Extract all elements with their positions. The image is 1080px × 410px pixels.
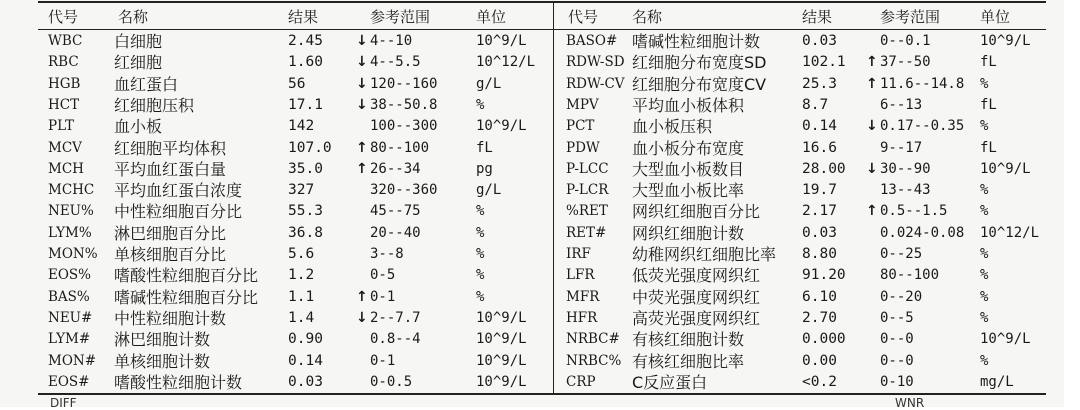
test-name: 白细胞 — [114, 32, 163, 51]
test-name: 红细胞分布宽度CV — [632, 74, 767, 94]
result-value: 107.0 — [288, 139, 332, 156]
unit: % — [980, 75, 989, 92]
table-top-rule — [38, 1, 1046, 3]
unit: fL — [476, 139, 493, 156]
reference-range: 13--43 — [880, 182, 931, 199]
test-name: 大型血小板数目 — [632, 159, 745, 179]
result-value: 2.17 — [802, 203, 837, 220]
table-row — [38, 265, 553, 286]
test-code: NEU% — [48, 203, 94, 220]
test-code: LFR — [566, 267, 595, 284]
abnormal-flag: ↑ — [866, 75, 878, 92]
table-row — [38, 74, 553, 95]
test-code: NRBC% — [566, 352, 622, 369]
table-row — [560, 351, 1050, 372]
header-name: 名称 — [632, 8, 663, 26]
reference-range: 20--40 — [370, 224, 421, 241]
test-name: 中性粒细胞计数 — [114, 308, 227, 328]
table-row — [560, 265, 1050, 286]
unit: 10^9/L — [476, 331, 527, 348]
reference-range: 0--0.1 — [880, 33, 931, 49]
test-name: 幼稚网织红细胞比率 — [632, 245, 777, 264]
header-unit: 单位 — [980, 8, 1011, 26]
unit: % — [476, 267, 485, 284]
test-name: 血小板分布宽度 — [632, 138, 745, 158]
test-code: P-LCC — [566, 160, 609, 177]
unit: % — [476, 246, 485, 262]
reference-range: 100--300 — [370, 118, 438, 135]
test-code: RDW-CV — [566, 75, 625, 92]
unit: fL — [980, 139, 997, 156]
unit: % — [476, 224, 485, 241]
result-value: 8.7 — [802, 96, 829, 113]
test-name: 淋巴细胞计数 — [114, 330, 211, 350]
result-value: 0.14 — [288, 352, 323, 369]
test-name: 中荧光强度网织红 — [632, 287, 761, 307]
test-name: 平均血小板体积 — [632, 95, 745, 115]
test-code: MPV — [566, 96, 599, 113]
table-row — [38, 116, 553, 137]
table-row — [38, 372, 553, 393]
result-value: 56 — [288, 75, 306, 92]
test-name: 嗜酸性粒细胞计数 — [114, 372, 243, 392]
result-value: 0.000 — [802, 331, 846, 348]
test-name: 中性粒细胞百分比 — [114, 202, 243, 222]
test-code: MCV — [48, 139, 82, 156]
abnormal-flag: ↓ — [866, 118, 878, 135]
reference-range: 11.6--14.8 — [880, 75, 965, 92]
table-row — [560, 74, 1050, 95]
unit: mg/L — [980, 373, 1014, 390]
test-code: MCH — [48, 160, 84, 177]
reference-range: 0-1 — [370, 352, 396, 369]
table-row — [560, 244, 1050, 265]
reference-range: 37--50 — [880, 54, 931, 71]
table-row — [560, 329, 1050, 350]
header-code: 代号 — [568, 8, 599, 26]
unit: 10^12/L — [476, 54, 536, 71]
table-row — [38, 180, 553, 201]
abnormal-flag: ↓ — [356, 54, 368, 71]
test-name: 有核红细胞计数 — [632, 330, 745, 350]
test-code: PLT — [48, 118, 74, 135]
footer-label-left: DIFF — [50, 396, 77, 410]
table-row — [560, 180, 1050, 201]
abnormal-flag: ↑ — [866, 54, 878, 71]
abnormal-flag: ↑ — [866, 203, 878, 220]
table-row — [38, 244, 553, 265]
result-value: 0.03 — [288, 373, 323, 390]
result-value: 19.7 — [802, 182, 837, 199]
reference-range: 0--0 — [880, 352, 914, 369]
result-value: <0.2 — [802, 373, 837, 390]
test-name: 血红蛋白 — [114, 74, 179, 94]
unit: % — [980, 267, 989, 284]
unit: % — [980, 288, 989, 305]
result-value: 1.1 — [288, 288, 315, 305]
reference-range: 9--17 — [880, 139, 923, 156]
test-name: 嗜酸性粒细胞百分比 — [114, 266, 259, 286]
unit: 10^9/L — [980, 331, 1031, 348]
reference-range: 0.024-0.08 — [880, 224, 965, 241]
unit: 10^9/L — [980, 33, 1031, 49]
abnormal-flag: ↑ — [356, 160, 368, 177]
test-name: 网织红细胞计数 — [632, 223, 745, 243]
result-value: 0.03 — [802, 33, 837, 49]
reference-range: 80--100 — [880, 267, 940, 284]
reference-range: 0-5 — [370, 267, 396, 284]
result-value: 28.00 — [802, 160, 846, 177]
test-code: NRBC# — [566, 331, 620, 348]
unit: g/L — [476, 75, 502, 92]
test-name: 有核红细胞比率 — [632, 351, 745, 371]
header-unit: 单位 — [476, 8, 507, 26]
test-name: 红细胞压积 — [114, 95, 195, 115]
test-name: 低荧光强度网织红 — [632, 266, 761, 286]
table-row — [560, 31, 1050, 52]
test-name: 单核细胞计数 — [114, 351, 211, 371]
table-row — [38, 287, 553, 308]
result-value: 36.8 — [288, 224, 323, 241]
test-code: EOS# — [48, 373, 90, 390]
result-value: 0.03 — [802, 224, 837, 241]
test-code: RET# — [566, 224, 607, 241]
reference-range: 0--20 — [880, 288, 923, 305]
table-row — [38, 308, 553, 329]
table-row — [38, 31, 553, 52]
test-name: 大型血小板比率 — [632, 181, 745, 201]
table-row — [38, 351, 553, 372]
test-code: WBC — [48, 33, 83, 49]
result-value: 327 — [288, 182, 315, 199]
header-rule — [38, 29, 1046, 30]
unit: fL — [980, 54, 997, 71]
test-code: BASO# — [566, 33, 618, 49]
test-name: 嗜碱性粒细胞百分比 — [114, 287, 259, 307]
table-row — [560, 138, 1050, 159]
test-code: LYM# — [48, 331, 91, 348]
unit: fL — [980, 96, 997, 113]
test-name: 网织红细胞百分比 — [632, 202, 761, 222]
result-value: 0.14 — [802, 118, 837, 135]
reference-range: 3--8 — [370, 246, 404, 262]
test-code: EOS% — [48, 267, 91, 284]
unit: % — [476, 96, 485, 113]
reference-range: 0.8--4 — [370, 331, 421, 348]
table-row — [38, 95, 553, 116]
table-row — [560, 95, 1050, 116]
header-ref-range: 参考范围 — [880, 8, 941, 26]
table-row — [560, 116, 1050, 137]
test-name: 血小板压积 — [632, 117, 713, 137]
reference-range: 30--90 — [880, 160, 931, 177]
test-code: MON% — [48, 246, 98, 262]
result-value: 2.70 — [802, 309, 837, 326]
result-value: 55.3 — [288, 203, 323, 220]
header-result: 结果 — [288, 8, 319, 26]
test-name: 平均血红蛋白量 — [114, 159, 227, 179]
header-ref-range: 参考范围 — [370, 8, 431, 26]
test-code: BAS% — [48, 288, 90, 305]
result-value: 91.20 — [802, 267, 846, 284]
test-code: PDW — [566, 139, 600, 156]
unit: 10^9/L — [476, 373, 527, 390]
unit: % — [980, 182, 989, 199]
result-value: 35.0 — [288, 160, 323, 177]
table-row — [38, 52, 553, 73]
result-value: 17.1 — [288, 96, 323, 113]
test-name: 嗜碱性粒细胞计数 — [632, 32, 761, 51]
table-row — [560, 159, 1050, 180]
test-code: RBC — [48, 54, 79, 71]
abnormal-flag: ↓ — [356, 75, 368, 92]
unit: g/L — [476, 182, 502, 199]
reference-range: 6--13 — [880, 96, 923, 113]
table-row — [560, 223, 1050, 244]
test-name: 红细胞平均体积 — [114, 138, 227, 158]
header-result: 结果 — [802, 8, 833, 26]
footer-label-right: WNR — [895, 396, 925, 410]
test-name: 红细胞 — [114, 53, 163, 73]
table-row — [38, 223, 553, 244]
test-code: %RET — [566, 203, 608, 220]
table-row — [560, 308, 1050, 329]
test-code: LYM% — [48, 224, 92, 241]
reference-range: 0.5--1.5 — [880, 203, 948, 220]
table-row — [560, 372, 1050, 393]
test-code: HFR — [566, 309, 598, 326]
unit: % — [476, 288, 485, 305]
table-row — [38, 159, 553, 180]
reference-range: 80--100 — [370, 139, 430, 156]
abnormal-flag: ↓ — [356, 96, 368, 113]
result-value: 1.2 — [288, 267, 315, 284]
abnormal-flag: ↓ — [866, 160, 878, 177]
result-value: 16.6 — [802, 139, 837, 156]
column-divider — [553, 2, 554, 393]
reference-range: 0--25 — [880, 246, 923, 262]
reference-range: 0.17--0.35 — [880, 118, 965, 135]
result-value: 0.00 — [802, 352, 837, 369]
test-code: HCT — [48, 96, 80, 113]
unit: 10^9/L — [476, 33, 527, 49]
header-code: 代号 — [48, 8, 79, 26]
reference-range: 120--160 — [370, 75, 438, 92]
unit: pg — [476, 160, 493, 177]
result-value: 8.80 — [802, 246, 837, 262]
reference-range: 0-10 — [880, 373, 914, 390]
unit: % — [980, 309, 989, 326]
page-edge — [1064, 0, 1080, 407]
test-code: IRF — [566, 246, 591, 262]
result-value: 0.90 — [288, 331, 323, 348]
unit: % — [980, 118, 989, 135]
result-value: 6.10 — [802, 288, 837, 305]
result-value: 142 — [288, 118, 315, 135]
test-name: 红细胞分布宽度SD — [632, 53, 767, 73]
unit: % — [980, 352, 989, 369]
reference-range: 0-0.5 — [370, 373, 413, 390]
test-code: CRP — [566, 373, 596, 390]
result-value: 25.3 — [802, 75, 837, 92]
test-code: MCHC — [48, 182, 95, 199]
unit: 10^9/L — [476, 352, 527, 369]
test-code: NEU# — [48, 309, 93, 326]
reference-range: 0-1 — [370, 288, 396, 305]
test-name: 血小板 — [114, 117, 163, 137]
test-name: 淋巴细胞百分比 — [114, 223, 227, 243]
test-name: C反应蛋白 — [632, 372, 708, 392]
test-name: 高荧光强度网织红 — [632, 308, 761, 328]
abnormal-flag: ↑ — [356, 288, 368, 305]
result-value: 1.4 — [288, 309, 315, 326]
test-name: 单核细胞百分比 — [114, 245, 227, 264]
unit: 10^9/L — [980, 160, 1031, 177]
reference-range: 38--50.8 — [370, 96, 438, 113]
reference-range: 4--10 — [370, 33, 413, 49]
unit: 10^9/L — [476, 309, 527, 326]
reference-range: 0--5 — [880, 309, 914, 326]
test-code: RDW-SD — [566, 54, 625, 71]
abnormal-flag: ↑ — [356, 139, 368, 156]
abnormal-flag: ↓ — [356, 33, 368, 49]
test-name: 平均血红蛋白浓度 — [114, 181, 243, 201]
table-row — [38, 138, 553, 159]
reference-range: 320--360 — [370, 182, 438, 199]
reference-range: 0--0 — [880, 331, 914, 348]
result-value: 1.60 — [288, 54, 323, 71]
reference-range: 45--75 — [370, 203, 421, 220]
unit: % — [980, 203, 989, 220]
table-bottom-rule — [38, 393, 1046, 395]
table-row — [560, 201, 1050, 222]
abnormal-flag: ↓ — [356, 309, 368, 326]
test-code: PCT — [566, 118, 595, 135]
table-row — [38, 329, 553, 350]
unit: % — [476, 203, 485, 220]
test-code: P-LCR — [566, 182, 609, 199]
table-row — [38, 201, 553, 222]
unit: 10^12/L — [980, 224, 1040, 241]
test-code: MON# — [48, 352, 97, 369]
unit: % — [980, 246, 989, 262]
test-code: MFR — [566, 288, 600, 305]
result-value: 102.1 — [802, 54, 846, 71]
result-value: 5.6 — [288, 246, 315, 262]
header-name: 名称 — [118, 8, 149, 26]
unit: 10^9/L — [476, 118, 527, 135]
reference-range: 4--5.5 — [370, 54, 421, 71]
result-value: 2.45 — [288, 33, 323, 49]
table-row — [560, 52, 1050, 73]
table-row — [560, 287, 1050, 308]
test-code: HGB — [48, 75, 81, 92]
reference-range: 2--7.7 — [370, 309, 421, 326]
reference-range: 26--34 — [370, 160, 421, 177]
